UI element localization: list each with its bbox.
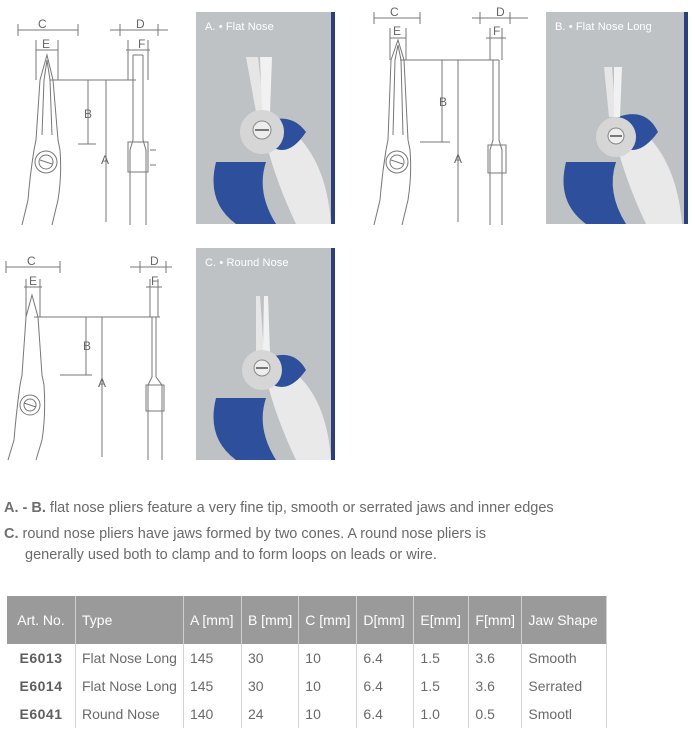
cell-f: 3.6	[469, 644, 522, 672]
photo-caption: C. • Round Nose	[205, 257, 289, 269]
cell-art-no: E6041	[7, 700, 76, 728]
label-a: A	[454, 152, 463, 166]
cell-art-no: E6014	[7, 672, 76, 700]
description-lead-ab: A. - B.	[4, 500, 46, 516]
description-lead-c: C.	[4, 526, 19, 542]
cell-b: 30	[241, 672, 298, 700]
cell-b: 30	[241, 644, 298, 672]
cell-b: 24	[241, 700, 298, 728]
photo-round-nose	[196, 248, 335, 460]
cell-art-no: E6013	[7, 644, 76, 672]
cell-f: 3.6	[469, 672, 522, 700]
label-a: A	[98, 376, 107, 390]
drawing-flat-nose	[0, 0, 180, 230]
label-d: D	[496, 5, 505, 19]
description-text: flat nose pliers feature a very fine tip, smooth or serrated jaws and inner edges	[45, 500, 554, 516]
cell-d: 6.4	[357, 700, 414, 728]
cell-jaw-shape: Serrated	[522, 672, 607, 700]
cell-c: 10	[299, 672, 357, 700]
label-f: F	[151, 274, 159, 288]
cell-a: 145	[183, 672, 241, 700]
col-type: Type	[76, 596, 184, 644]
col-art-no: Art. No.	[7, 596, 76, 644]
cell-type: Round Nose	[76, 700, 184, 728]
label-e: E	[42, 37, 51, 51]
col-e: E[mm]	[414, 596, 469, 644]
description-text: generally used both to clamp and to form loops on leads or wire.	[25, 547, 437, 563]
label-c: C	[27, 254, 36, 268]
col-a: A [mm]	[183, 596, 241, 644]
label-b: B	[439, 95, 448, 109]
cell-c: 10	[299, 700, 357, 728]
cell-a: 140	[183, 700, 241, 728]
label-e: E	[29, 274, 38, 288]
label-d: D	[136, 17, 145, 31]
photo-flat-nose	[196, 12, 335, 224]
drawing-round-nose	[0, 245, 180, 465]
table-row	[7, 672, 607, 700]
col-f: F[mm]	[469, 596, 522, 644]
cell-type: Flat Nose Long	[76, 644, 184, 672]
drawing-flat-nose-long	[360, 0, 540, 230]
col-b: B [mm]	[241, 596, 298, 644]
label-e: E	[393, 24, 402, 38]
label-b: B	[83, 339, 92, 353]
table-row	[7, 700, 607, 728]
label-c: C	[38, 17, 47, 31]
photo-accent-strip	[331, 248, 335, 460]
cell-c: 10	[299, 644, 357, 672]
label-f: F	[138, 37, 146, 51]
col-c: C [mm]	[299, 596, 357, 644]
photo-accent-strip	[331, 12, 335, 224]
label-b: B	[84, 107, 93, 121]
table-header-row	[7, 596, 607, 644]
table-row	[7, 644, 607, 672]
description-line-1	[4, 498, 554, 518]
cell-jaw-shape: Smooth	[522, 644, 607, 672]
label-a: A	[101, 153, 110, 167]
description-line-3	[25, 545, 437, 565]
cell-e: 1.5	[414, 644, 469, 672]
label-d: D	[150, 254, 159, 268]
cell-f: 0.5	[469, 700, 522, 728]
photo-flat-nose-long	[546, 12, 688, 224]
cell-e: 1.0	[414, 700, 469, 728]
cell-d: 6.4	[357, 644, 414, 672]
photo-accent-strip	[684, 12, 688, 224]
description-text: round nose pliers have jaws formed by two cones. A round nose pliers is	[18, 526, 486, 542]
spec-table	[7, 596, 607, 728]
cell-a: 145	[183, 644, 241, 672]
cell-d: 6.4	[357, 672, 414, 700]
photo-caption: B. • Flat Nose Long	[555, 21, 652, 33]
cell-e: 1.5	[414, 672, 469, 700]
description-line-2	[4, 524, 486, 544]
label-c: C	[390, 5, 399, 19]
col-jaw-shape: Jaw Shape	[522, 596, 607, 644]
label-f: F	[493, 24, 501, 38]
cell-type: Flat Nose Long	[76, 672, 184, 700]
cell-jaw-shape: Smootl	[522, 700, 607, 728]
photo-caption: A. • Flat Nose	[205, 21, 274, 33]
col-d: D[mm]	[357, 596, 414, 644]
